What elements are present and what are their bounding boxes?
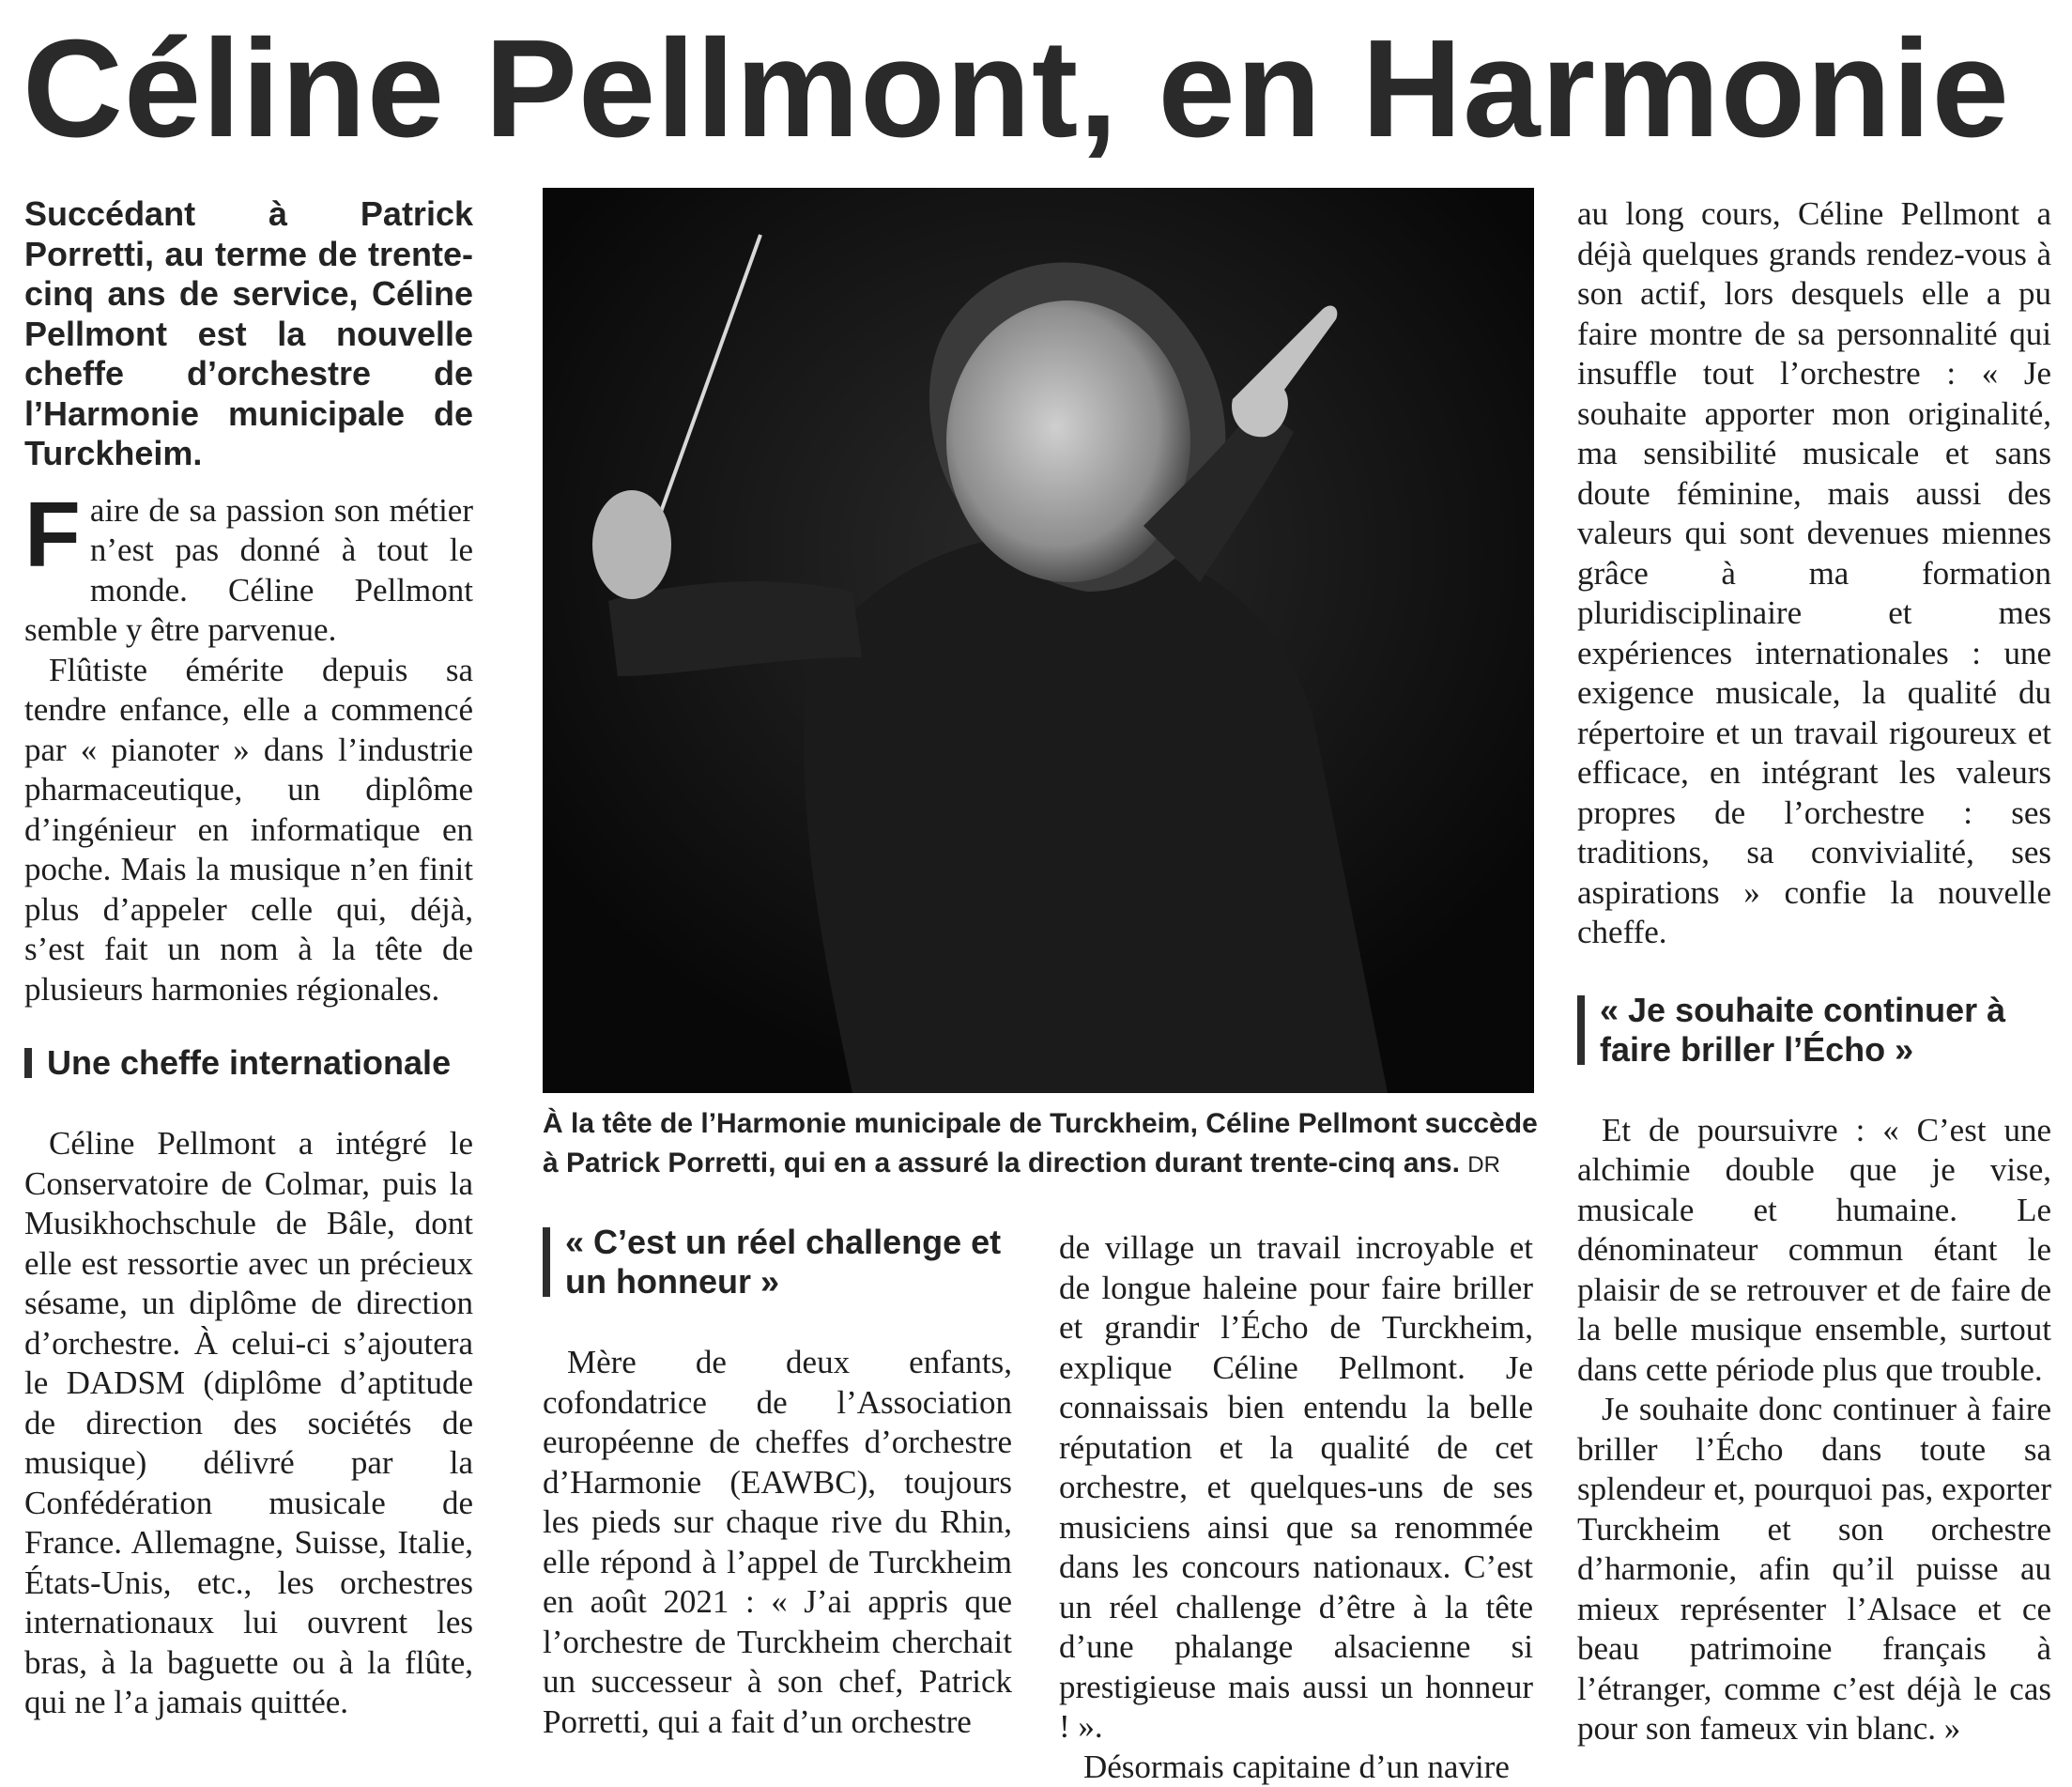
dropcap: F xyxy=(24,497,81,572)
column-4 xyxy=(1577,194,2051,1749)
intro-paragraph-2: Flûtiste émérite depuis sa tendre enfance, elle a commencé par « pianoter » dans l’industrie pharmaceutique, un diplôme d’ingénieur en informatique en poche. Mais la musique n’en finit plus d’appeler celle qui, déjà, s’est fait un nom à la tête de plusieurs harmonies régionales. xyxy=(24,651,473,1010)
intro-paragraph-1-text: aire de sa passion son métier n’est pas donné à tout le monde. Céline Pellmont semble y être parvenue. xyxy=(24,492,473,649)
conductor-illustration xyxy=(543,188,1534,1093)
photo-caption xyxy=(543,1104,1538,1185)
section3-paragraph-1: Et de poursuivre : « C’est une alchimie double que je vise, musicale et humaine. Le dénominateur commun étant le plaisir de se retrouver et de faire de la belle musique ensemble, surtout dans cette période plus que trouble. xyxy=(1577,1111,2051,1391)
column-3 xyxy=(1059,1228,1533,1787)
headline: Céline Pellmont, en Harmonie xyxy=(23,0,2060,178)
intro-paragraph-1 xyxy=(24,491,473,651)
section2-paragraph-2: Désormais capitaine d’un navire xyxy=(1059,1748,1533,1787)
section3-paragraph-2: Je souhaite donc continuer à faire briller l’Écho dans toute sa splendeur et, pourquoi pas, exporter Turckheim et son orchestre d’harmonie, afin qu’il puisse au mieux représenter l’Alsace et ce beau patrimoine français à l’étranger, comme c’est déjà le cas pour son fameux vin blanc. » xyxy=(1577,1390,2051,1749)
column-2 xyxy=(543,1223,1012,1742)
subhead-international: Une cheffe internationale xyxy=(24,1043,473,1083)
column-1 xyxy=(24,194,473,1723)
section1-paragraph-1: Céline Pellmont a intégré le Conservatoire de Colmar, puis la Musikhochschule de Bâle, dont elle est ressortie avec un précieux sésame, un diplôme de direction d’orchestre. À celui-ci s’ajoutera le DADSM (diplôme d’aptitude de direction des sociétés de musique) délivré par la Confédération musicale de France. Allemagne, Suisse, Italie, États-Unis, etc., les orchestres internationaux lui ouvrent les bras, à la baguette ou à la flûte, qui ne l’a jamais quittée. xyxy=(24,1124,473,1723)
subhead-echo: « Je souhaite continuer à faire briller l’Écho » xyxy=(1577,991,2051,1070)
photo-credit: DR xyxy=(1467,1152,1500,1178)
caption-text: À la tête de l’Harmonie municipale de Turckheim, Céline Pellmont succède à Patrick Porretti, qui en a assuré la direction durant trente-cinq ans. xyxy=(543,1108,1538,1178)
lede: Succédant à Patrick Porretti, au terme de trente-cinq ans de service, Céline Pellmont est la nouvelle cheffe d’orchestre de l’Harmonie municipale de Turckheim. xyxy=(24,194,473,474)
column4-paragraph-1: au long cours, Céline Pellmont a déjà quelques grands rendez-vous à son actif, lors desquels elle a pu faire montre de sa personnalité qui insuffle tout l’orchestre : « Je souhaite apporter mon originalité, ma sensibilité musicale et sans doute féminine, mais aussi des valeurs qui sont devenues miennes grâce à ma formation pluridisciplinaire et mes expériences internationales : une exigence musicale, la qualité du répertoire et un travail rigoureux et efficace, en intégrant les valeurs propres de l’orchestre : ses traditions, sa convivialité, ses aspirations » confie la nouvelle cheffe. xyxy=(1577,194,2051,953)
conductor-photo xyxy=(543,188,1534,1093)
section2-paragraph-1-continued: de village un travail incroyable et de longue haleine pour faire briller et grandir l’Écho de Turckheim, explique Céline Pellmont. Je connaissais bien entendu la belle réputation et la qualité de cet orchestre, et quelques-uns de ses musiciens ainsi que sa renommée dans les concours nationaux. C’est un réel challenge d’être à la tête d’une phalange alsacienne si prestigieuse mais aussi un honneur ! ». xyxy=(1059,1228,1533,1748)
subhead-challenge: « C’est un réel challenge et un honneur » xyxy=(543,1223,1012,1302)
section2-paragraph-1: Mère de deux enfants, cofondatrice de l’Association européenne de cheffes d’orchestre d’Harmonie (EAWBC), toujours les pieds sur chaque rive du Rhin, elle répond à l’appel de Turckheim en août 2021 : « J’ai appris que l’orchestre de Turckheim cherchait un successeur à son chef, Patrick Porretti, qui a fait d’un orchestre xyxy=(543,1343,1012,1742)
